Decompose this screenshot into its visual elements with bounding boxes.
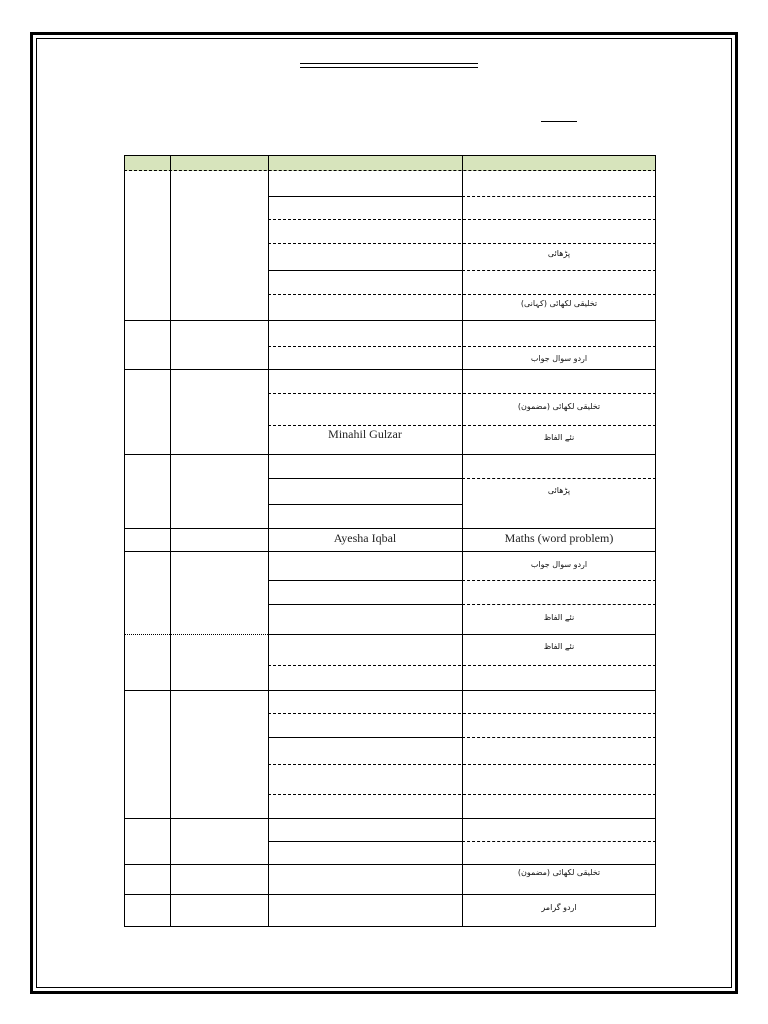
date-underline [541, 121, 577, 122]
group-separator [124, 320, 656, 321]
cell-urdu-reading: پڑھائی [547, 486, 571, 495]
table-border-left [124, 155, 125, 927]
table-border-bottom [124, 926, 656, 927]
cell-urdu-qa: اردو سوال جواب [530, 560, 588, 569]
row-line [268, 665, 656, 666]
page-border-inner [36, 38, 732, 988]
cell-urdu-new-words: نئے الفاظ [543, 433, 575, 442]
row-line [268, 243, 656, 244]
row-line [462, 580, 656, 581]
cell-urdu-qa: اردو سوال جواب [530, 354, 588, 363]
row-line [268, 580, 462, 581]
row-line [268, 196, 462, 197]
group-separator [268, 634, 656, 635]
row-line [268, 346, 656, 347]
row-line [462, 478, 656, 479]
row-line [462, 841, 656, 842]
cell-subject: Maths (word problem) [504, 531, 614, 545]
cell-urdu-new-words: نئے الفاظ [543, 613, 575, 622]
column-divider-1 [170, 155, 171, 927]
group-separator [124, 551, 656, 552]
cell-urdu-creative-story: تخلیقی لکھائی (کہانی) [520, 299, 598, 308]
row-line [462, 270, 656, 271]
row-line [462, 604, 656, 605]
row-line [268, 219, 656, 220]
cell-urdu-creative-essay: تخلیقی لکھائی (مضمون) [517, 868, 601, 877]
group-separator [124, 818, 656, 819]
group-separator [124, 369, 656, 370]
row-line [268, 737, 462, 738]
table-header-row [124, 155, 656, 171]
cell-urdu-reading: پڑھائی [547, 249, 571, 258]
row-line [268, 504, 462, 505]
cell-urdu-grammar: اردو گرامر [541, 903, 577, 912]
row-line [268, 270, 462, 271]
cell-urdu-creative-essay: تخلیقی لکھائی (مضمون) [517, 402, 601, 411]
group-separator [124, 454, 656, 455]
row-line [268, 294, 656, 295]
group-separator [124, 634, 268, 635]
row-line [268, 478, 462, 479]
group-separator [124, 864, 656, 865]
cell-urdu-new-words: نئے الفاظ [543, 642, 575, 651]
row-line [268, 841, 462, 842]
group-separator [124, 894, 656, 895]
row-line [268, 425, 656, 426]
row-line [268, 604, 462, 605]
cell-student-name: Ayesha Iqbal [333, 531, 397, 545]
row-line [462, 196, 656, 197]
group-separator [124, 528, 656, 529]
row-line [268, 393, 656, 394]
group-separator [124, 690, 656, 691]
row-line [268, 794, 656, 795]
row-line [268, 713, 656, 714]
cell-student-name: Minahil Gulzar [328, 427, 402, 441]
row-line [462, 737, 656, 738]
title-underline-top [300, 63, 478, 64]
title-underline-bottom [300, 67, 478, 68]
row-line [268, 764, 656, 765]
